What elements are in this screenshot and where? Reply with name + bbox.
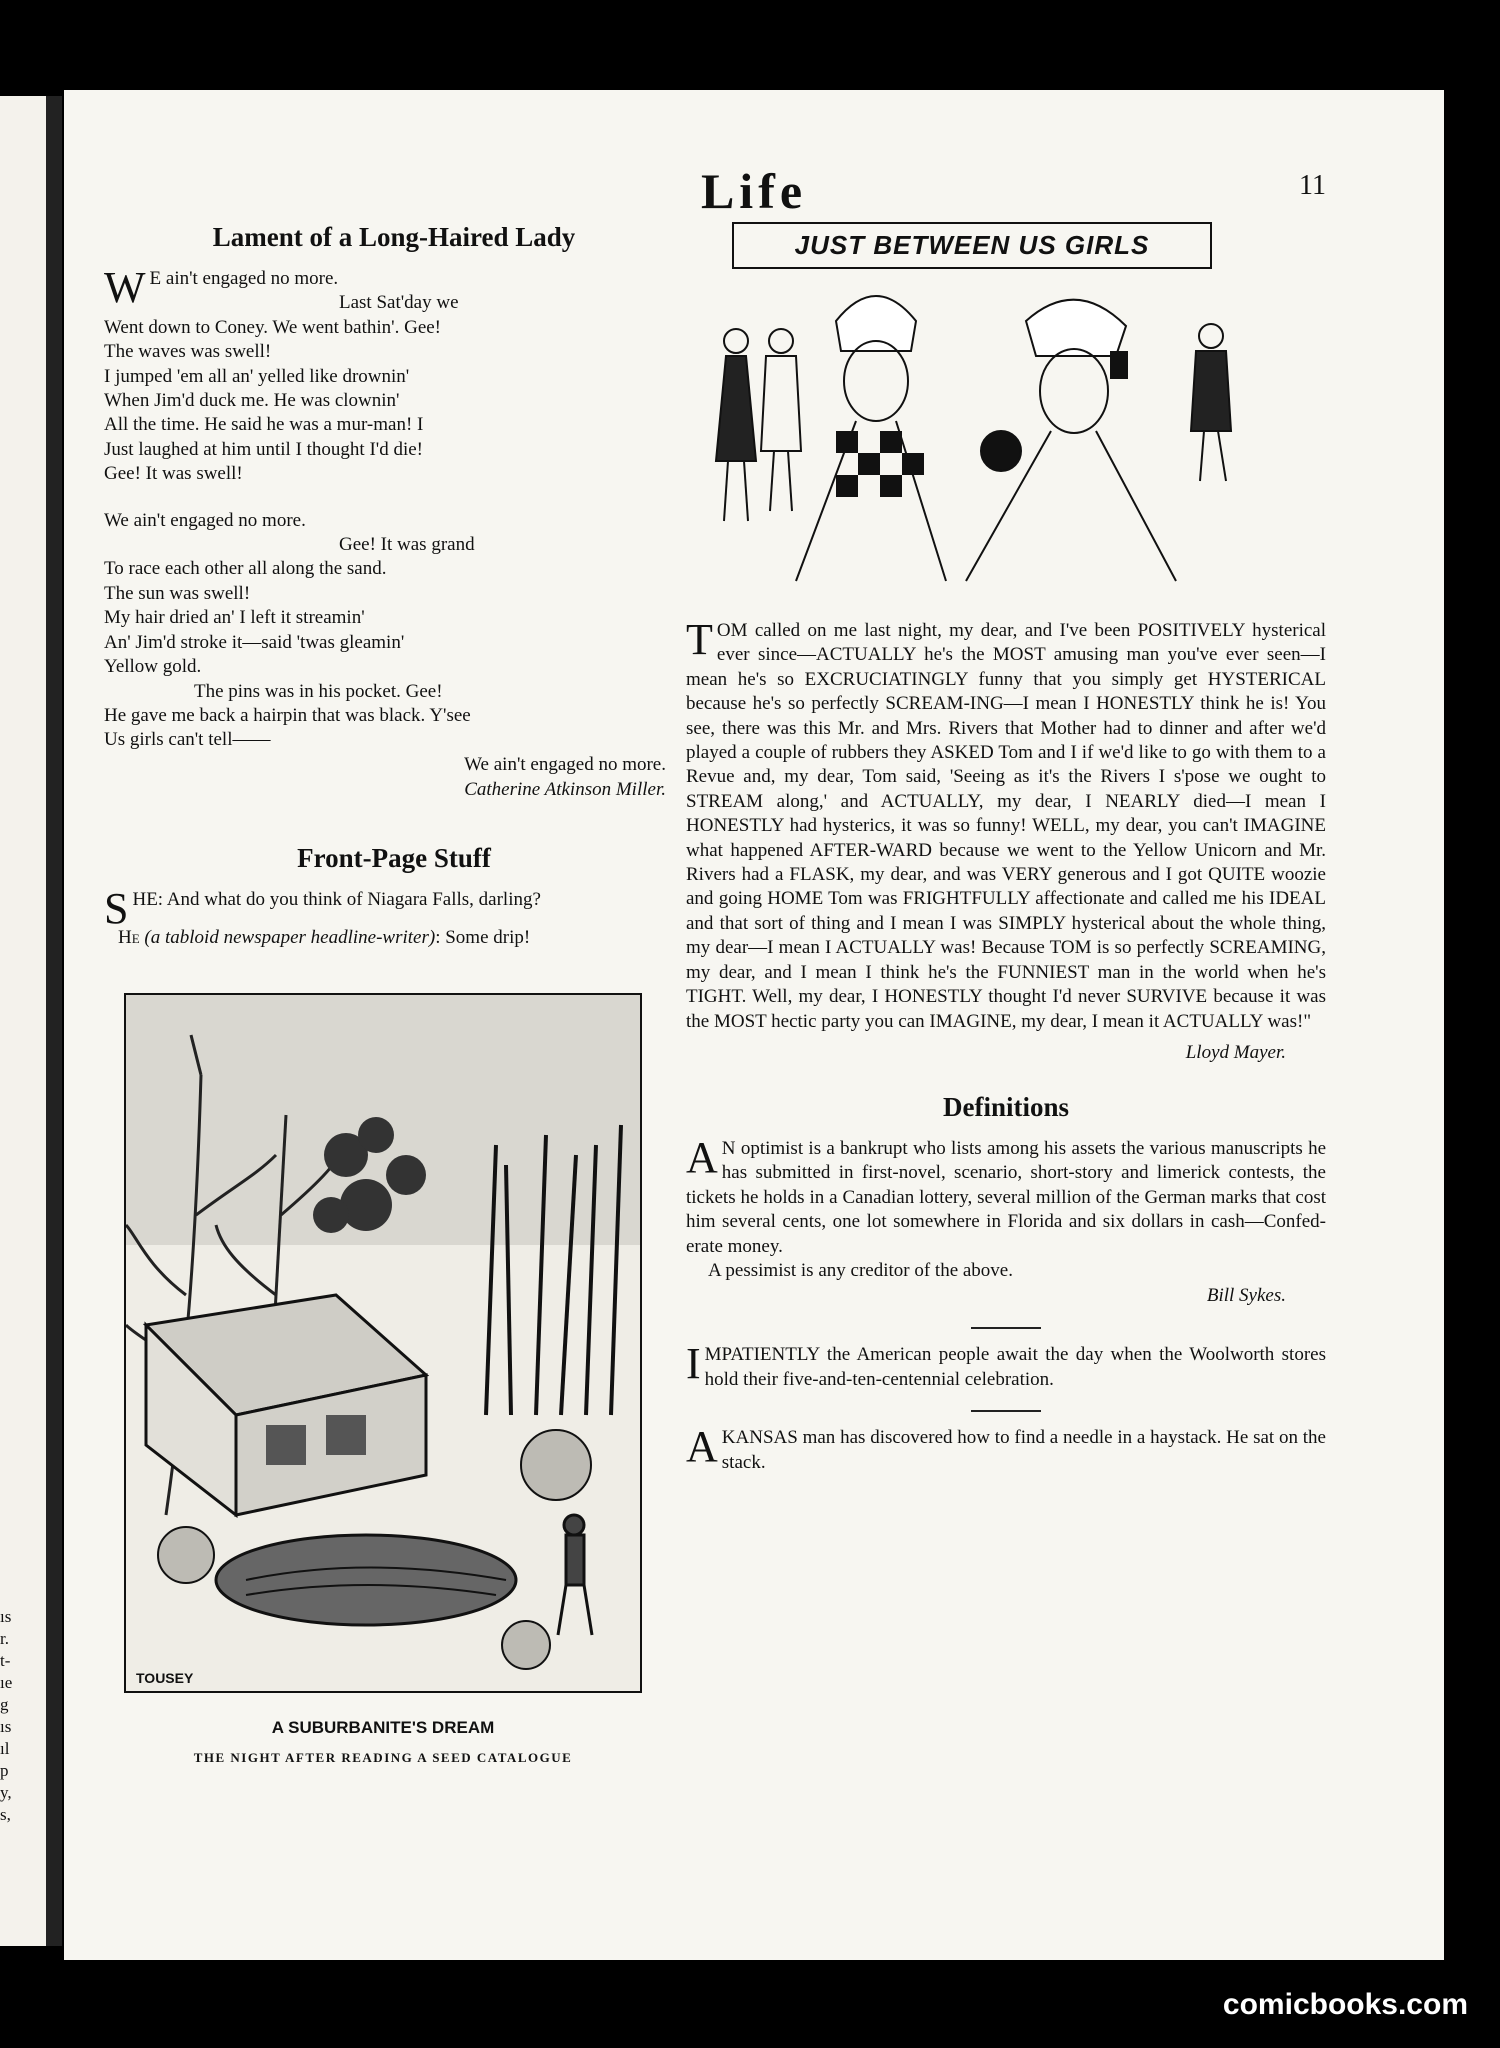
poem-line: To race each other all along the sand. (104, 558, 387, 580)
poem-line: We ain't engaged no more. (464, 753, 666, 775)
suburbanite-cartoon (124, 993, 642, 1766)
definitions-optimist: A N optimist is a bankrupt who lists among his assets the various manuscripts he has submitted in first-novel, scenario, short-story and limerick contests, the tickets he holds in a Canadian lottery, several million of the German marks that cost him several cents, one lot somewhere in Florida and six dollars in cash—Confed-erate money. (686, 1132, 1326, 1257)
cartoon-caption: A SUBURBANITE'S DREAM (271, 1717, 495, 1737)
fragment: t- (0, 1651, 11, 1670)
fragment: ıl (0, 1739, 10, 1758)
drop-cap: A (686, 1132, 718, 1182)
poem-line: Gee! It was grand (339, 534, 475, 556)
poem-line: All the time. He said he was a mur-man! I (104, 414, 424, 436)
drop-cap: S (104, 884, 129, 934)
front-page-title: Front-Page Stuff (297, 843, 491, 874)
poem-line: My hair dried an' I left it streamin' (104, 607, 365, 629)
fragment: y, (0, 1783, 12, 1802)
girls-illustration (706, 281, 1306, 591)
definitions-pessimist: A pessimist is any creditor of the above. (708, 1259, 1013, 1281)
poem-line: He gave me back a hairpin that was black. Y'see (104, 704, 471, 726)
section-divider (971, 1327, 1041, 1329)
fragment: s, (0, 1805, 11, 1824)
fragment: r. (0, 1629, 9, 1648)
drop-cap: T (686, 615, 713, 664)
definitions-title: Definitions (942, 1091, 1069, 1122)
cartoon-subcaption: THE NIGHT AFTER READING A SEED CATALOGUE (193, 1749, 573, 1765)
section-divider (971, 1410, 1041, 1412)
kansas-paragraph: AKANSAS man has discovered how to find a needle in a haystack. He sat on the stack. (686, 1422, 1326, 1473)
masthead: Life (700, 163, 808, 219)
poem-line: Yellow gold. (104, 656, 202, 678)
poem-line: When Jim'd duck me. He was clownin' (104, 390, 400, 412)
poem-line: E ain't engaged no more. (149, 268, 339, 289)
poem-line: Last Sat'day we (339, 292, 459, 314)
fragment: g (0, 1695, 9, 1714)
drop-cap: I (686, 1339, 701, 1389)
girls-monologue: TOM called on me last night, my dear, and I've been POSITIVELY hysterical ever since—ACTUALLY he's the MOST amusing man you've ever seen—I mean he's so EXCRUCIATINGLY funny that you simply get HYSTERICAL because he's so perfectly SCREAM-ING—I mean I HONESTLY think he is! You see, there was this Mr. and Mrs. Rivers that Mother had to dinner and after we'd played a couple of rubbers they ASKED Tom and I if we'd like to go with them to a Revue and, my dear, Tom said, 'Seeing as it's the Rivers I s'pose we ought to STREAM along,' and ACTUALLY, my dear, I NEARLY died—I mean I HONESTLY had hysterics, it was so funny! WELL, my dear, you can't IMAGINE what happened AFTER-WARD because we went to the Yellow Unicorn and Mr. Rivers had a FLASK, my dear, and was VERY generous and I got QUITE woozie and going HOME Tom was FRIGHTFULLY affectionate and called me his IDEAL and that sort of thing and I mean I was SIMPLY hysterical about the whole thing, my dear—I mean I ACTUALLY was! Because TOM is so perfectly SCREAMING, my dear, and I mean I think he's the FUNNIEST man in the world when he's TIGHT. Well, my dear, I HONESTLY thought I'd never SURVIVE because it was the MOST hectic party you can IMAGINE, my dear, I mean it ACTUALLY was!" (686, 615, 1326, 1032)
poem-line: The waves was swell! (104, 341, 272, 363)
page-gutter (46, 96, 62, 1946)
impatiently-paragraph: IMPATIENTLY the American people await the day when the Woolworth stores hold their five-and-ten-centennial celebration. (686, 1339, 1326, 1390)
girls-heading: JUST BETWEEN US GIRLS (732, 222, 1212, 269)
artist-signature: TOUSEY (136, 1669, 194, 1686)
suburbanite-illustration (124, 993, 642, 1693)
poem-line: Gee! It was swell! (104, 463, 243, 485)
page-number: 11 (1299, 170, 1326, 201)
poem-line: Us girls can't tell—— (104, 729, 271, 751)
previous-page-text-fragments (0, 1606, 40, 1826)
poem-line: I jumped 'em all an' yelled like drownin' (104, 365, 410, 387)
magazine-page (64, 90, 1444, 1960)
drop-cap: A (686, 1422, 718, 1472)
definitions-author: Bill Sykes. (1206, 1285, 1286, 1307)
source-watermark: comicbooks.com (1222, 1988, 1468, 2021)
front-page-he: He (a tabloid newspaper headline-writer): Some drip! (118, 927, 531, 949)
poem-line: Went down to Coney. We went bathin'. Gee! (104, 316, 442, 338)
fragment: ıe (0, 1673, 13, 1692)
lament-poem (104, 263, 684, 777)
fragment: ıs (0, 1607, 12, 1626)
fragment: p (0, 1761, 9, 1780)
left-column (104, 222, 684, 1766)
previous-page-edge (0, 96, 46, 1946)
poem-line: Just laughed at him until I thought I'd die! (104, 438, 423, 460)
poem-line: The pins was in his pocket. Gee! (194, 680, 443, 702)
poem-line: The sun was swell! (104, 582, 251, 604)
fragment: ıs (0, 1717, 12, 1736)
right-column (686, 222, 1326, 1475)
lament-title: Lament of a Long-Haired Lady (212, 222, 576, 252)
drop-cap: W (104, 263, 146, 312)
girls-author: Lloyd Mayer. (1185, 1041, 1286, 1063)
front-page-she: SHE: And what do you think of Niagara Falls, darling? (104, 884, 541, 934)
poem-line: An' Jim'd stroke it—said 'twas gleamin' (104, 631, 405, 653)
poem-line: We ain't engaged no more. (104, 509, 306, 531)
lament-author: Catherine Atkinson Miller. (464, 779, 666, 801)
